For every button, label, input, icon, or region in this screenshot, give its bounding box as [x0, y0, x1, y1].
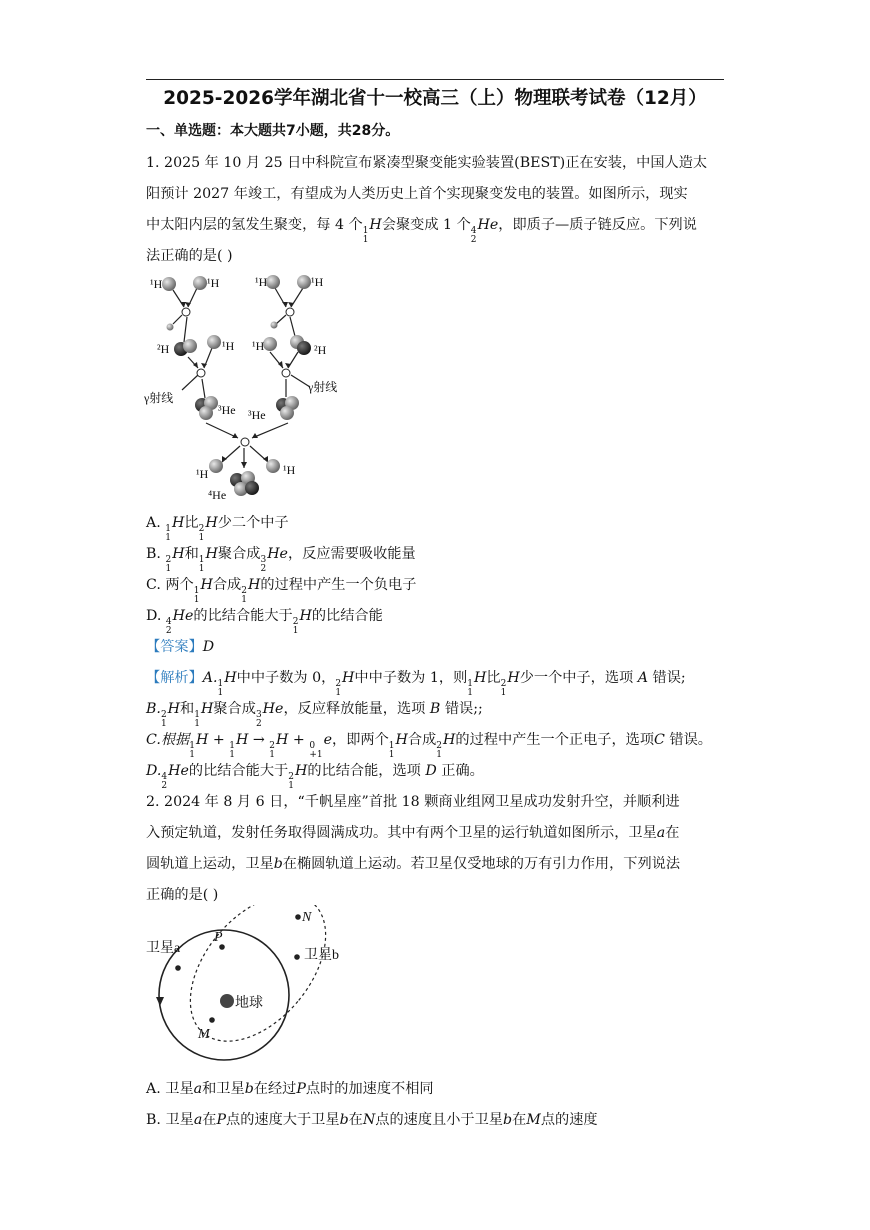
sat-b-dot	[294, 954, 300, 960]
sat-a-dot	[175, 965, 181, 971]
label-p: P	[214, 930, 223, 945]
orbit-direction-arrow	[156, 997, 164, 1006]
q1-analysis-d: D. 4 2 He的比结合能大于 2 1 H的比结合能，选项 D 正确。	[146, 763, 484, 791]
label-1h-d: ¹H	[311, 275, 324, 289]
orbit-figure	[140, 905, 370, 1075]
q2-stem-line-4: 正确的是( )	[146, 887, 219, 903]
q1-answer: 【答案】D	[146, 639, 215, 655]
elliptical-orbit	[164, 905, 353, 1067]
label-1h-b: ¹H	[207, 276, 220, 290]
answer-tag: 【答案】	[146, 639, 203, 655]
label-2h-left: ²H	[157, 342, 170, 356]
q2-stem-line-2: 入预定轨道，发射任务取得圆满成功。其中有两个卫星的运行轨道如图所示，卫星a在	[146, 825, 680, 841]
q1-analysis-a: 【解析】A. 1 1 H中中子数为 0， 2 1 H中中子数为 1，则 1 1 H比 2 1 H少一个中子，选项 A 错误;	[146, 670, 686, 698]
label-1h-f: ¹H	[252, 339, 265, 353]
q1-stem-line-1: 1. 2025 年 10 月 25 日中科院宣布紧凑型聚变能实验装置(BEST)正在安装，中国人造太	[146, 155, 708, 171]
section-heading: 一、单选题：本大题共7小题，共28分。	[146, 123, 400, 139]
q1-option-d[interactable]: D. 4 2 He的比结合能大于 2 1 H的比结合能	[146, 608, 383, 636]
q1-option-a[interactable]: A. 1 1 H比 2 1 H少二个中子	[146, 515, 289, 543]
label-3he-right: ³He	[248, 408, 266, 422]
label-1h-a: ¹H	[150, 277, 163, 291]
analysis-tag: 【解析】	[146, 670, 203, 686]
label-n: N	[302, 910, 312, 925]
q1-analysis-b: B. 2 1 H和 1 1 H聚合成 3 2 He，反应释放能量，选项 B 错误;;	[146, 701, 483, 729]
q2-stem-line-1: 2. 2024 年 8 月 6 日，“千帆星座”首批 18 颗商业组网卫星成功发射升空，并顺利进	[146, 794, 680, 810]
label-2h-right: ²H	[314, 343, 327, 357]
label-gamma-left: γ射线	[144, 391, 174, 405]
earth-dot	[220, 994, 234, 1008]
label-sat-b: 卫星b	[304, 948, 339, 963]
q1-option-c[interactable]: C. 两个 1 1 H合成 2 1 H的过程中产生一个负电子	[146, 577, 417, 605]
point-p	[219, 944, 225, 950]
point-n	[295, 914, 301, 920]
label-m: M	[198, 1027, 210, 1042]
q1-stem-line-4: 法正确的是( )	[146, 248, 233, 264]
q1-analysis-c: C.根据 1 1 H + 1 1 H → 2 1 H + 0 +1 e，即两个 1 1 H合成 2 1 H的过程中产生一个正电子，选项C 错误。	[146, 732, 712, 760]
q1-stem-line-3: 中太阳内层的氢发生聚变，每 4 个 1 1 H会聚变成 1 个 4 2 He，即质子—质子链反应。下列说	[146, 217, 697, 245]
label-4he: ⁴He	[208, 488, 227, 502]
q1-option-b[interactable]: B. 2 1 H和 1 1 H聚合成 3 2 He，反应需要吸收能量	[146, 546, 416, 574]
page-title: 2025-2026学年湖北省十一校高三（上）物理联考试卷（12月）	[163, 88, 707, 109]
label-1h-g: ¹H	[196, 467, 209, 481]
label-gamma-right: γ射线	[308, 380, 338, 394]
q2-stem-line-3: 圆轨道上运动，卫星b在椭圆轨道上运动。若卫星仅受地球的万有引力作用，下列说法	[146, 856, 681, 872]
q1-stem-line-2: 阳预计 2027 年竣工，有望成为人类历史上首个实现聚变发电的装置。如图所示，现实	[146, 186, 688, 202]
label-3he-left: ³He	[218, 403, 236, 417]
label-1h-c: ¹H	[255, 275, 268, 289]
q2-option-a[interactable]: A. 卫星a和卫星b在经过P点时的加速度不相同	[146, 1081, 434, 1097]
label-1h-h: ¹H	[283, 463, 296, 477]
q2-option-b[interactable]: B. 卫星a在P点的速度大于卫星b在N点的速度且小于卫星b在M点的速度	[146, 1112, 598, 1128]
header-rule	[146, 79, 724, 80]
label-earth: 地球	[235, 996, 263, 1011]
pp-chain-figure	[140, 262, 360, 504]
label-sat-a: 卫星a	[146, 941, 181, 956]
point-m	[209, 1017, 215, 1023]
label-1h-e: ¹H	[222, 339, 235, 353]
